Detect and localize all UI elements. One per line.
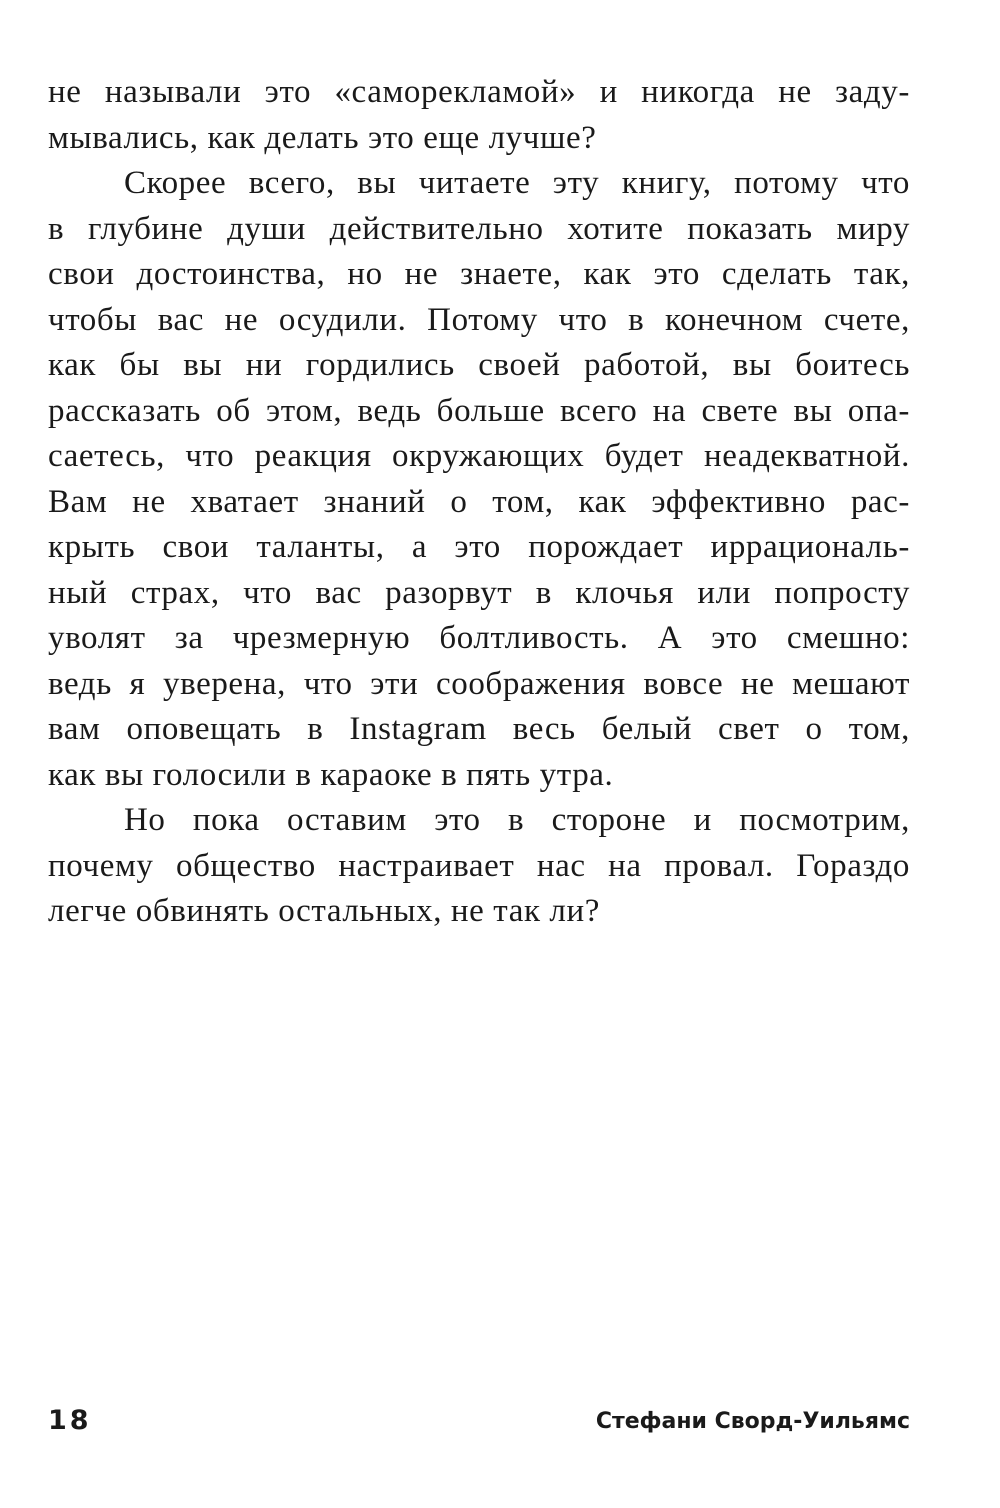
text-line: ный страх, что вас разорвут в клочья или попросту <box>48 574 910 611</box>
page-footer <box>48 1405 910 1445</box>
text-line: как бы вы ни гордились своей работой, вы боитесь <box>48 347 910 383</box>
text-line: Скорее всего, вы читаете эту книгу, потому что <box>124 165 910 201</box>
page-number: 18 <box>48 1405 92 1436</box>
text-line: мывались, как делать это еще лучше? <box>48 119 597 156</box>
text-line: легче обвинять остальных, не так ли? <box>48 893 601 929</box>
text-line: в глубине души действительно хотите показать миру <box>48 210 910 247</box>
body-text <box>48 70 910 935</box>
text-line: вам оповещать в Instagram весь белый свет о том, <box>48 711 910 747</box>
text-line: чтобы вас не осудили. Потому что в конечном счете, <box>48 301 910 338</box>
text-line: как вы голосили в караоке в пять утра. <box>48 756 614 793</box>
text-line: саетесь, что реакция окружающих будет неадекватной. <box>48 438 910 474</box>
running-footer-author: Стефани Сворд-Уильямс <box>595 1409 910 1434</box>
text-line: ведь я уверена, что эти соображения вовсе не мешают <box>48 665 910 702</box>
text-line: Вам не хватает знаний о том, как эффективно рас- <box>48 483 910 520</box>
text-line: Но пока оставим это в стороне и посмотрим, <box>124 802 910 838</box>
text-line: рассказать об этом, ведь больше всего на свете вы опа- <box>48 392 910 429</box>
text-line: почему общество настраивает нас на провал. Гораздо <box>48 847 910 884</box>
text-line: уволят за чрезмерную болтливость. А это смешно: <box>48 620 910 656</box>
text-line: свои достоинства, но не знаете, как это сделать так, <box>48 256 910 292</box>
text-line: крыть свои таланты, а это порождает иррациональ- <box>48 529 910 565</box>
text-line: не называли это «саморекламой» и никогда не заду- <box>48 74 910 110</box>
